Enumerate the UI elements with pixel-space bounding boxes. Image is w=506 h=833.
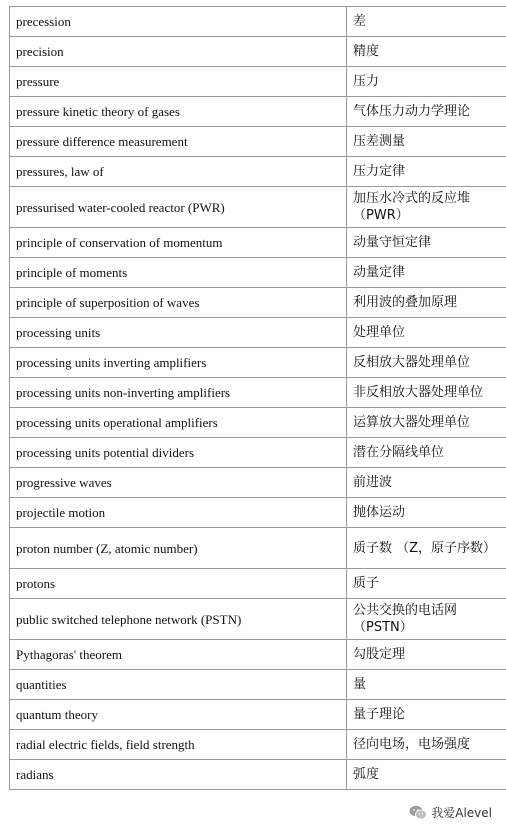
glossary-table [9,6,506,790]
table-row [10,730,506,760]
term-english: processing units non-inverting amplifiers [10,378,347,408]
table-row [10,498,506,528]
term-english: pressure [10,67,347,97]
term-chinese: 质子 [347,569,506,599]
table-row [10,528,506,569]
term-chinese: 差 [347,7,506,37]
term-english: quantities [10,670,347,700]
wechat-icon [409,805,427,820]
table-row [10,378,506,408]
table-row [10,640,506,670]
term-chinese: 动量定律 [347,258,506,288]
table-row [10,700,506,730]
table-row [10,569,506,599]
table-row [10,37,506,67]
term-english: processing units operational amplifiers [10,408,347,438]
table-row [10,228,506,258]
watermark-text: 我爱Alevel [431,806,492,820]
table-row [10,67,506,97]
term-chinese: 弧度 [347,760,506,790]
term-chinese: 质子数 （Z，原子序数） [347,528,506,569]
term-english: radial electric fields, field strength [10,730,347,760]
term-english: precision [10,37,347,67]
term-chinese: 压力定律 [347,157,506,187]
term-chinese: 压力 [347,67,506,97]
watermark [405,802,496,823]
term-english: principle of superposition of waves [10,288,347,318]
term-english: processing units [10,318,347,348]
term-english: proton number (Z, atomic number) [10,528,347,569]
table-row [10,127,506,157]
table-row [10,599,506,640]
table-row [10,760,506,790]
glossary-body [10,7,506,790]
term-english: principle of conservation of momentum [10,228,347,258]
term-chinese: 量 [347,670,506,700]
term-english: pressurised water-cooled reactor (PWR) [10,187,347,228]
term-english: principle of moments [10,258,347,288]
term-english: projectile motion [10,498,347,528]
term-english: protons [10,569,347,599]
term-chinese: 非反相放大器处理单位 [347,378,506,408]
term-english: pressures, law of [10,157,347,187]
term-english: pressure difference measurement [10,127,347,157]
term-english: processing units inverting amplifiers [10,348,347,378]
term-english: quantum theory [10,700,347,730]
term-chinese: 勾股定理 [347,640,506,670]
term-chinese: 利用波的叠加原理 [347,288,506,318]
table-row [10,288,506,318]
table-row [10,408,506,438]
term-chinese: 量子理论 [347,700,506,730]
term-chinese: 动量守恒定律 [347,228,506,258]
table-row [10,7,506,37]
term-english: processing units potential dividers [10,438,347,468]
table-row [10,258,506,288]
table-row [10,187,506,228]
term-chinese: 径向电场，电场强度 [347,730,506,760]
term-chinese: 压差测量 [347,127,506,157]
term-chinese: 精度 [347,37,506,67]
term-chinese: 抛体运动 [347,498,506,528]
term-chinese: 气体压力动力学理论 [347,97,506,127]
term-english: progressive waves [10,468,347,498]
table-row [10,670,506,700]
term-chinese: 前进波 [347,468,506,498]
table-row [10,438,506,468]
table-row [10,468,506,498]
term-chinese: 运算放大器处理单位 [347,408,506,438]
table-row [10,318,506,348]
term-chinese: 公共交换的电话网 （PSTN） [347,599,506,640]
table-row [10,348,506,378]
term-chinese: 反相放大器处理单位 [347,348,506,378]
term-english: pressure kinetic theory of gases [10,97,347,127]
term-english: precession [10,7,347,37]
term-chinese: 加压水冷式的反应堆 （PWR） [347,187,506,228]
term-english: Pythagoras' theorem [10,640,347,670]
table-row [10,97,506,127]
table-row [10,157,506,187]
term-chinese: 处理单位 [347,318,506,348]
term-chinese: 潜在分隔线单位 [347,438,506,468]
term-english: radians [10,760,347,790]
term-english: public switched telephone network (PSTN) [10,599,347,640]
